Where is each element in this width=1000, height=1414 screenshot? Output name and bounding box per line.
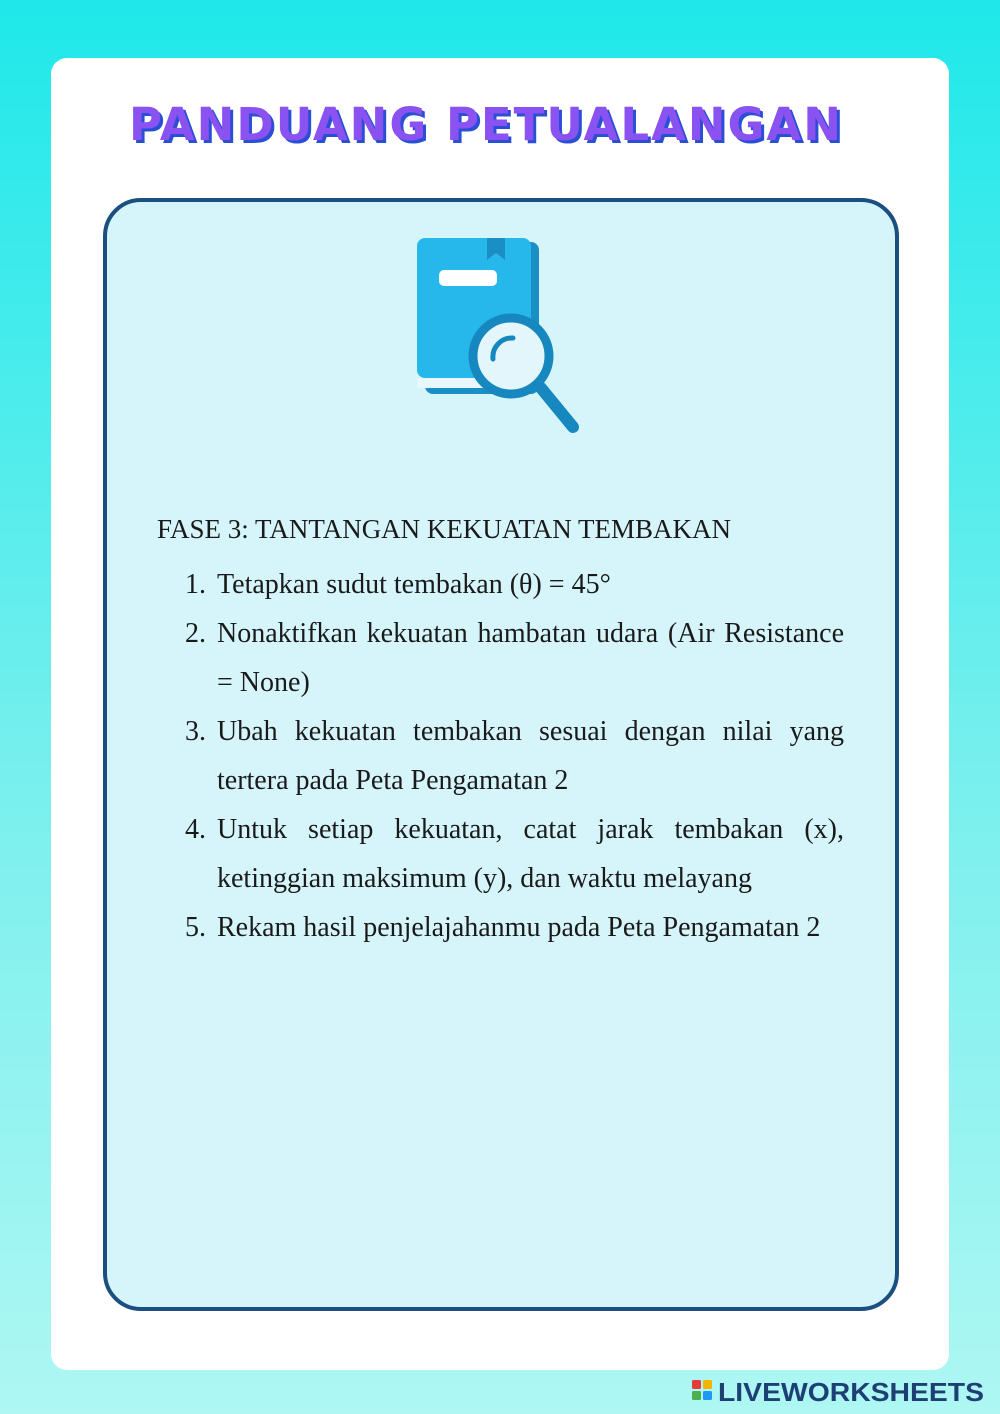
magnifier-handle (541, 388, 573, 427)
watermark-logo-block (703, 1380, 712, 1389)
watermark-logo-block (703, 1391, 712, 1400)
book-label (439, 270, 497, 286)
step-number: 4. (185, 814, 206, 845)
list-item (185, 560, 844, 609)
step-text: Ubah kekuatan tembakan sesuai dengan nilai yang tertera pada Peta Pengamatan 2 (217, 716, 844, 796)
watermark-logo-block (692, 1380, 701, 1389)
step-number: 1. (185, 569, 206, 600)
page-title: PANDUANG PETUALANGAN (129, 98, 843, 151)
step-text: Nonaktifkan kekuatan hambatan udara (Air Resistance = None) (217, 618, 844, 698)
step-text: Untuk setiap kekuatan, catat jarak tembakan (x), ketinggian maksimum (y), dan waktu melayang (217, 814, 844, 894)
list-item (185, 707, 844, 805)
step-number: 2. (185, 618, 206, 649)
book-with-magnifier-icon (417, 238, 587, 438)
step-number: 5. (185, 912, 206, 943)
step-text: Rekam hasil penjelajahanmu pada Peta Pengamatan 2 (217, 912, 821, 943)
guide-panel (103, 198, 899, 1311)
liveworksheets-watermark[interactable] (690, 1374, 990, 1408)
step-number: 3. (185, 716, 206, 747)
worksheet-card (51, 58, 949, 1370)
steps-list (185, 560, 844, 952)
list-item (185, 903, 844, 952)
watermark-text: LIVEWORKSHEETS (718, 1377, 984, 1407)
phase-heading: FASE 3: TANTANGAN KEKUATAN TEMBAKAN (157, 514, 732, 544)
list-item (185, 805, 844, 903)
list-item (185, 609, 844, 707)
step-text: Tetapkan sudut tembakan (θ) = 45° (217, 569, 611, 600)
watermark-logo-block (692, 1391, 701, 1400)
magnifier-lens (473, 318, 549, 394)
